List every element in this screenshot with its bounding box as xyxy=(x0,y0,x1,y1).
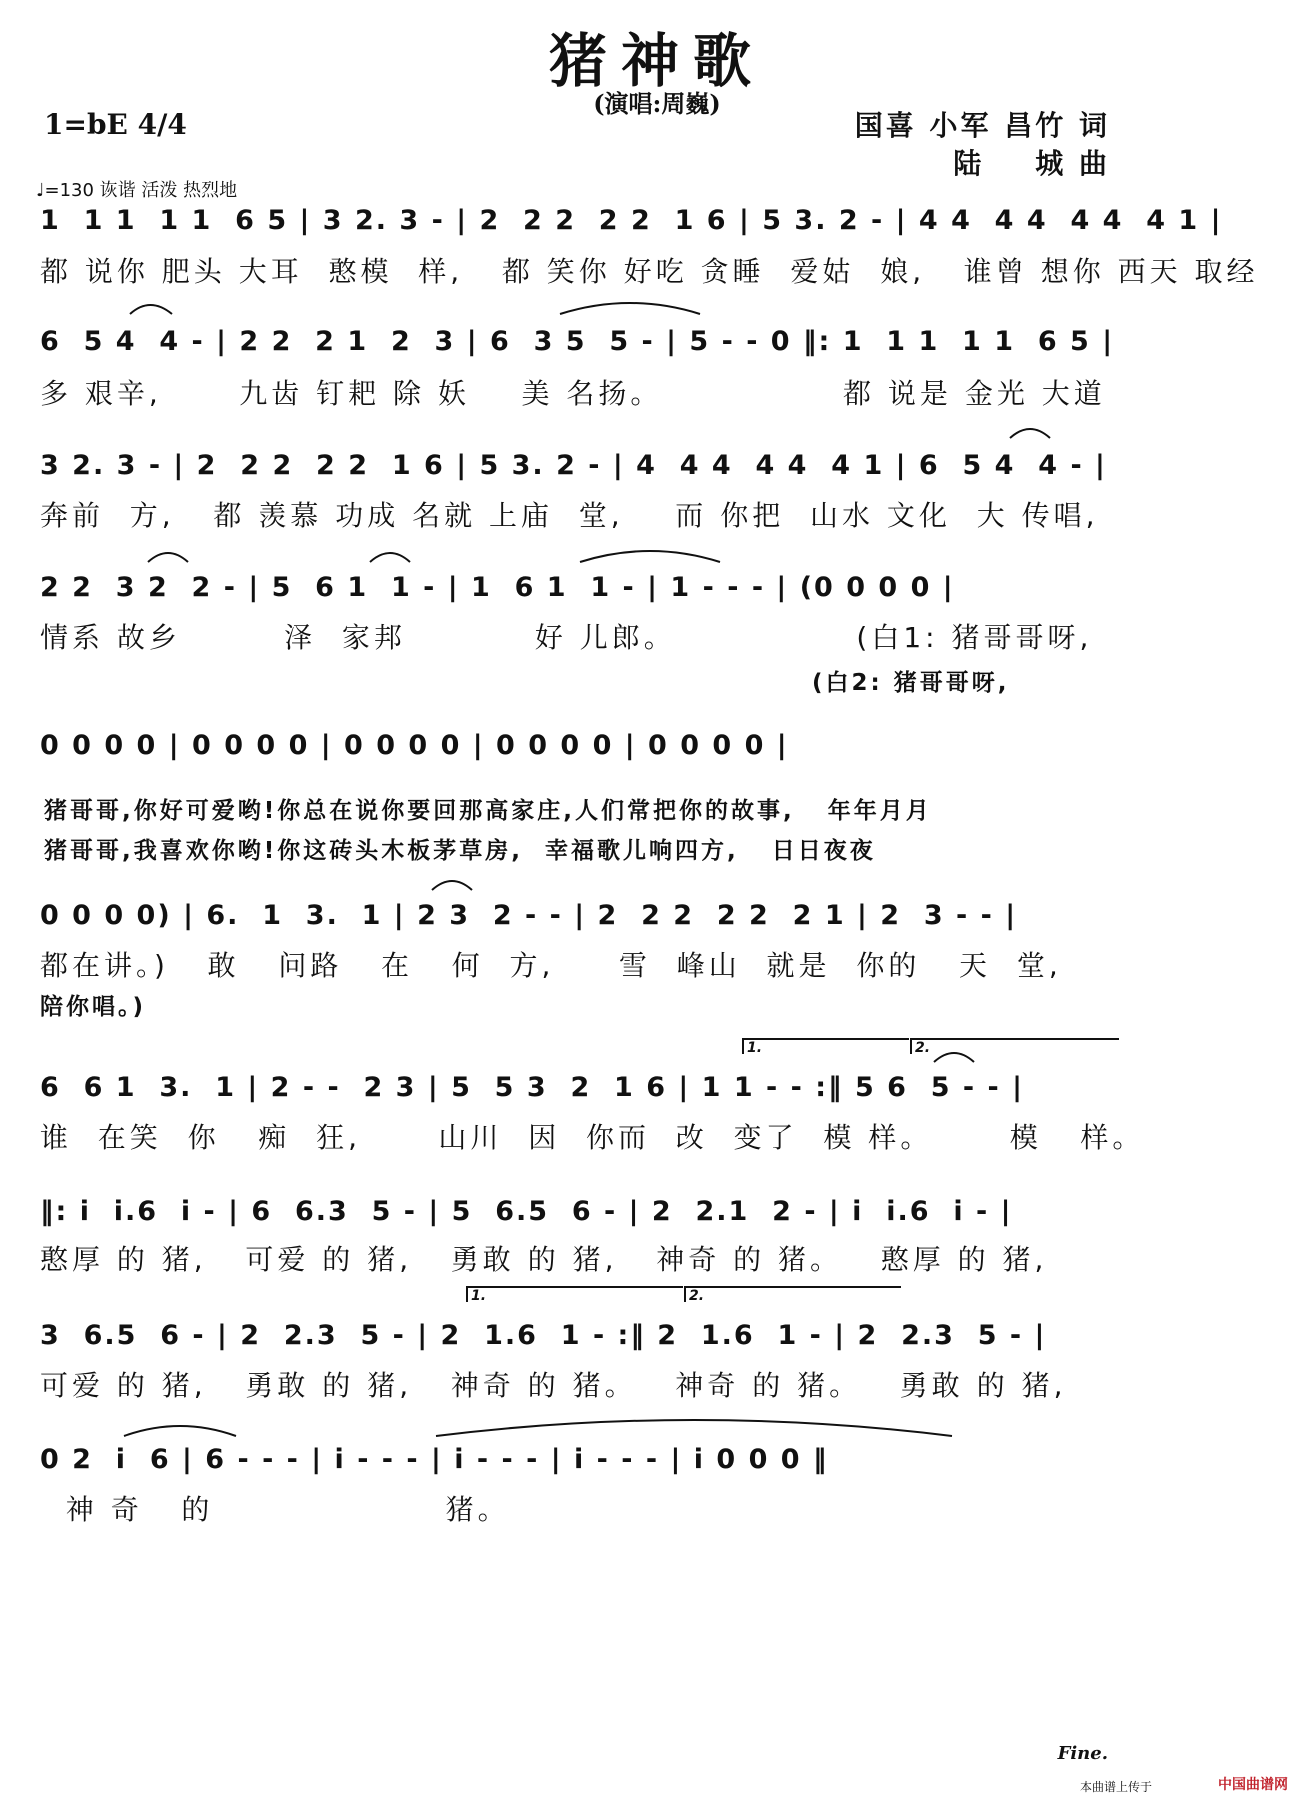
slur xyxy=(436,1420,952,1436)
score-line: 1 1 1 1 1 6 5 | 3 2. 3 - | 2 2 2 2 2 1 6 | 5 3. 2 - | 4 4 4 4 4 4 4 1 | xyxy=(40,205,1223,236)
slur xyxy=(124,1426,236,1436)
volta-bracket: 2. xyxy=(684,1286,901,1302)
slur xyxy=(148,553,188,562)
score-line: ‖: i i.6 i - | 6 6.3 5 - | 5 6.5 6 - | 2 2.1 2 - | i i.6 i - | xyxy=(40,1196,1013,1227)
score-line: 2 2 3 2 2 - | 5 6 1 1 - | 1 6 1 1 - | 1 - - - | (0 0 0 0 | xyxy=(40,572,955,603)
lyric-line: 神 奇 的 猪。 xyxy=(40,1493,510,1526)
spoken-line: (白2: 猪哥哥呀, xyxy=(812,670,1010,696)
spoken-line: 陪你唱。) xyxy=(40,994,147,1020)
volta-bracket: 2. xyxy=(910,1038,1119,1054)
score-line: 0 0 0 0 | 0 0 0 0 | 0 0 0 0 | 0 0 0 0 | 0 0 0 0 | xyxy=(40,730,789,761)
volta-bracket: 1. xyxy=(466,1286,683,1302)
slur xyxy=(934,1053,974,1062)
spoken-line: 猪哥哥,你好可爱哟!你总在说你要回那高家庄,人们常把你的故事, 年年月月 xyxy=(44,798,932,824)
lyric-line: 憨厚 的 猪, 可爱 的 猪, 勇敢 的 猪, 神奇 的 猪。 憨厚 的 猪, xyxy=(40,1243,1048,1276)
slur xyxy=(1010,429,1050,438)
page-title: 猪神歌 xyxy=(548,27,765,95)
lyric-line: 多 艰辛, 九齿 钉耙 除 妖 美 名扬。 都 说是 金光 大道 xyxy=(40,377,1106,410)
score-line: 0 0 0 0) | 6. 1 3. 1 | 2 3 2 - - | 2 2 2 2 2 2 1 | 2 3 - - | xyxy=(40,900,1018,931)
lyric-line: 奔前 方, 都 羡慕 功成 名就 上庙 堂, 而 你把 山水 文化 大 传唱, xyxy=(40,499,1099,532)
lyric-line: 都在讲。) 敢 问路 在 何 方, 雪 峰山 就是 你的 天 堂, xyxy=(40,949,1062,982)
lyric-line: 都 说你 肥头 大耳 憨模 样, 都 笑你 好吃 贪睡 爱姑 娘, 谁曾 想你 西天 取经 xyxy=(40,255,1259,288)
lyric-line: 可爱 的 猪, 勇敢 的 猪, 神奇 的 猪。 神奇 的 猪。 勇敢 的 猪, xyxy=(40,1369,1067,1402)
slur xyxy=(370,553,410,562)
upload-note: 本曲谱上传于 xyxy=(1079,1780,1152,1794)
fine-marking: Fine. xyxy=(1057,1743,1108,1764)
score-line: 0 2 i 6 | 6 - - - | i - - - | i - - - | i - - - | i 0 0 0 ‖ xyxy=(40,1444,829,1475)
volta-bracket: 1. xyxy=(742,1038,909,1054)
composer-credit: 陆 城 曲 xyxy=(953,147,1110,180)
singer-credit: (演唱:周巍) xyxy=(593,89,721,118)
score-line: 6 6 1 3. 1 | 2 - - 2 3 | 5 5 3 2 1 6 | 1 1 - - :‖ 5 6 5 - - | xyxy=(40,1072,1024,1103)
key-signature: 1=bE 4/4 xyxy=(44,108,187,141)
site-logo: 中国曲谱网 xyxy=(1218,1777,1288,1793)
lyricist-credit: 国喜 小军 昌竹 词 xyxy=(854,109,1110,142)
slur xyxy=(580,551,720,562)
slur xyxy=(130,305,172,314)
lyric-line: 情系 故乡 泽 家邦 好 儿郎。 (白1: 猪哥哥呀, xyxy=(40,621,1093,654)
slur xyxy=(432,881,472,890)
lyric-line: 谁 在笑 你 痴 狂, 山川 因 你而 改 变了 模 样。 模 样。 xyxy=(40,1121,1145,1154)
tempo-marking: ♩=130 诙谐 活泼 热烈地 xyxy=(36,180,238,201)
score-line: 3 2. 3 - | 2 2 2 2 2 1 6 | 5 3. 2 - | 4 4 4 4 4 4 1 | 6 5 4 4 - | xyxy=(40,450,1107,481)
score-line: 3 6.5 6 - | 2 2.3 5 - | 2 1.6 1 - :‖ 2 1.6 1 - | 2 2.3 5 - | xyxy=(40,1320,1047,1351)
spoken-line: 猪哥哥,我喜欢你哟!你这砖头木板茅草房, 幸福歌儿响四方, 日日夜夜 xyxy=(44,838,876,864)
slur xyxy=(560,303,700,314)
score-line: 6 5 4 4 - | 2 2 2 1 2 3 | 6 3 5 5 - | 5 - - 0 ‖: 1 1 1 1 1 6 5 | xyxy=(40,326,1115,357)
